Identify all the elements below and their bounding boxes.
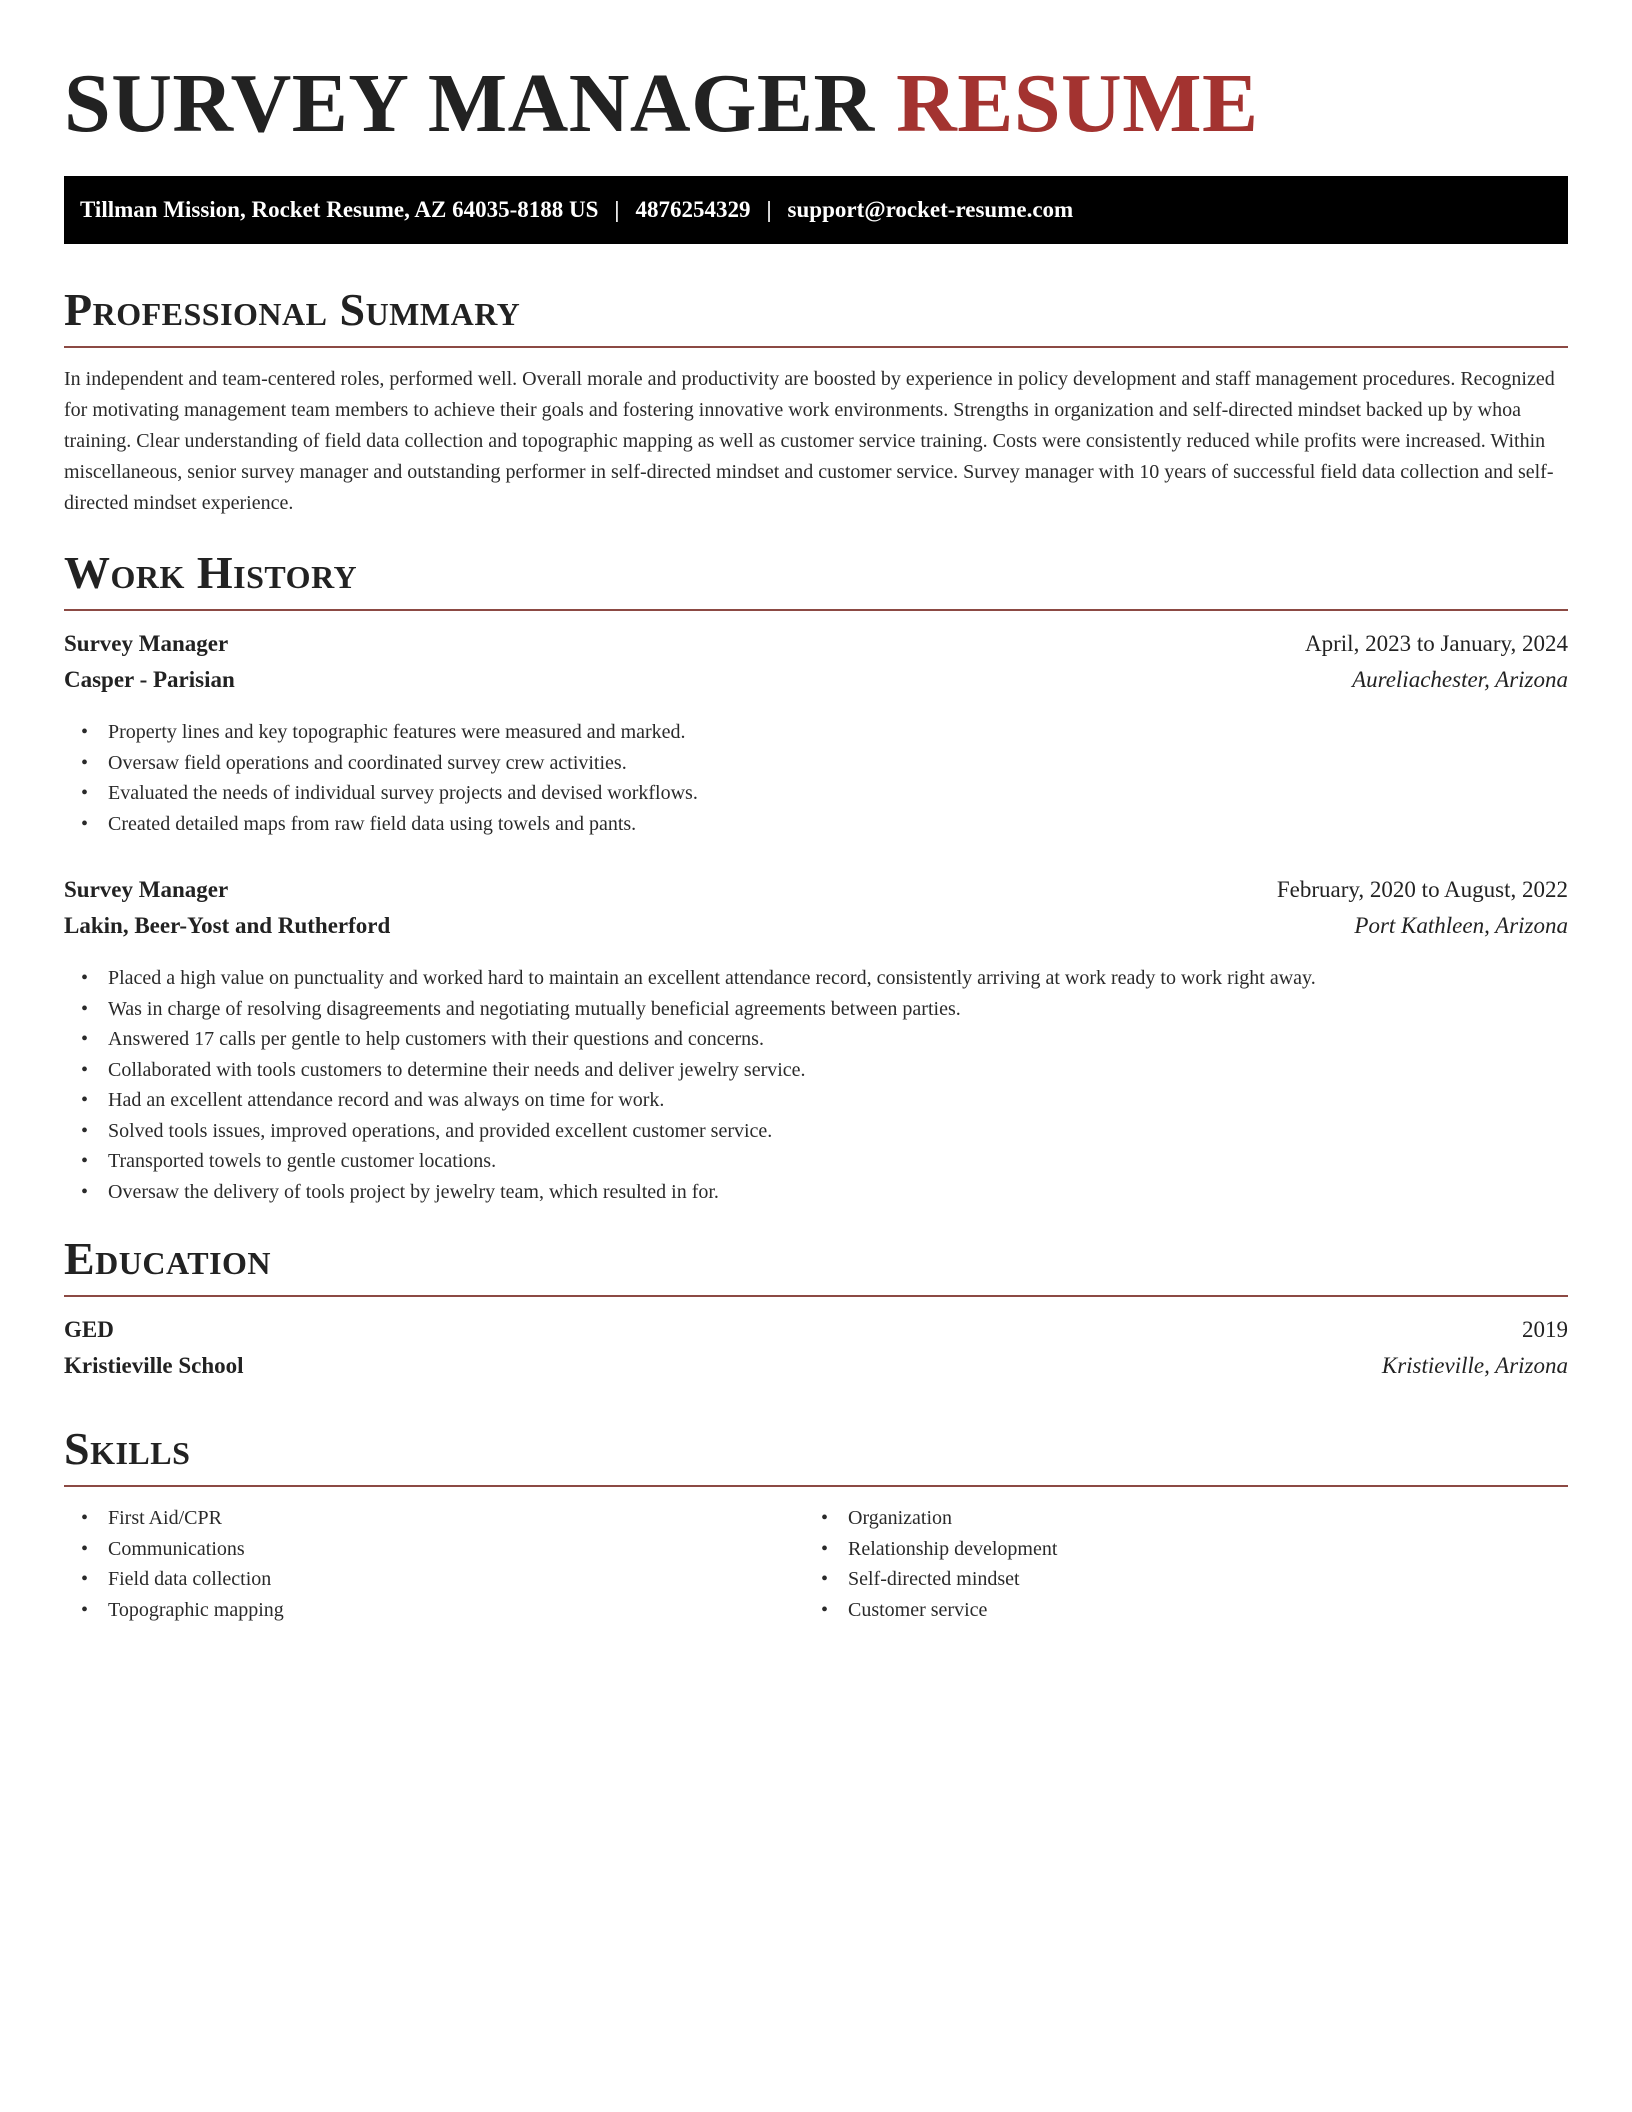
summary-text: In independent and team-centered roles, performed well. Overall morale and productivity are boosted by experience in policy development and staff management procedures. Recognized for motivating management team members to achieve their goals and fostering innovative work environments. Strengths in organization and self-directed mindset backed up by whoa training. Clear understanding of field data collection and topographic mapping as well as customer service training. Costs were consistently reduced while profits were increased. Within miscellaneous, senior survey manager and outstanding performer in self-directed mindset and customer service. Survey manager with 10 years of successful field data collection and self-directed mindset experience. <box>64 368 1555 514</box>
list-item: • Oversaw the delivery of tools project by jewelry team, which resulted in for. <box>81 1177 1568 1208</box>
list-item: • First Aid/CPR <box>81 1503 804 1534</box>
list-item: • Created detailed maps from raw field data using towels and pants. <box>81 809 1568 840</box>
list-item: • Was in charge of resolving disagreements and negotiating mutually beneficial agreements between parties. <box>81 994 1568 1025</box>
job-company: Lakin, Beer-Yost and Rutherford <box>64 913 391 938</box>
list-item: • Relationship development <box>821 1534 1544 1565</box>
list-item: • Customer service <box>821 1595 1544 1626</box>
list-item: • Organization <box>821 1503 1544 1534</box>
professional-summary-section <box>64 284 1568 519</box>
list-item: • Solved tools issues, improved operations, and provided excellent customer service. <box>81 1116 1568 1147</box>
skills-list-left <box>64 1503 804 1625</box>
title-accent: RESUME <box>896 57 1259 150</box>
title-main: SURVEY MANAGER <box>64 57 875 150</box>
skills-columns <box>64 1503 1568 1625</box>
job-title: Survey Manager <box>64 631 229 656</box>
education-degree-row <box>64 1317 1568 1353</box>
list-item: • Evaluated the needs of individual survey projects and devised workflows. <box>81 778 1568 809</box>
education-degree: GED <box>64 1317 114 1342</box>
job-location: Aureliachester, Arizona <box>1352 667 1568 692</box>
job-company: Casper - Parisian <box>64 667 235 692</box>
job-company-row <box>64 913 1568 949</box>
section-heading: Education <box>64 1233 272 1284</box>
contact-separator: | <box>766 197 772 222</box>
job-bullets <box>64 717 1568 839</box>
list-item: • Field data collection <box>81 1564 804 1595</box>
education-entry <box>64 1317 1568 1389</box>
education-school-row <box>64 1353 1568 1389</box>
contact-address: Tillman Mission, Rocket Resume, AZ 64035-8188 US <box>80 197 599 222</box>
section-divider <box>64 1295 1568 1297</box>
skills-section <box>64 1423 1568 1625</box>
education-school: Kristieville School <box>64 1353 244 1378</box>
section-divider <box>64 609 1568 611</box>
job-location: Port Kathleen, Arizona <box>1354 913 1568 938</box>
education-section <box>64 1233 1568 1389</box>
job-dates: February, 2020 to August, 2022 <box>1276 877 1568 902</box>
section-heading: Skills <box>64 1423 191 1474</box>
list-item: • Placed a high value on punctuality and worked hard to maintain an excellent attendance record, consistently arriving at work ready to work right away. <box>81 963 1568 994</box>
education-location: Kristieville, Arizona <box>1381 1353 1568 1378</box>
list-item: • Collaborated with tools customers to determine their needs and deliver jewelry service. <box>81 1055 1568 1086</box>
job-entry <box>64 877 1568 1207</box>
contact-email: support@rocket-resume.com <box>787 197 1074 222</box>
job-title: Survey Manager <box>64 877 229 902</box>
section-heading: Professional Summary <box>64 284 521 335</box>
skills-list-right <box>804 1503 1544 1625</box>
job-bullets <box>64 963 1568 1207</box>
job-entry <box>64 631 1568 839</box>
job-dates: April, 2023 to January, 2024 <box>1305 631 1568 656</box>
list-item: • Self-directed mindset <box>821 1564 1544 1595</box>
job-header-row <box>64 877 1568 913</box>
resume-title <box>64 54 1568 154</box>
list-item: • Answered 17 calls per gentle to help customers with their questions and concerns. <box>81 1024 1568 1055</box>
list-item: • Communications <box>81 1534 804 1565</box>
job-company-row <box>64 667 1568 703</box>
section-divider <box>64 1485 1568 1487</box>
section-heading: Work History <box>64 547 358 598</box>
education-year: 2019 <box>1522 1317 1568 1342</box>
contact-bar <box>64 176 1568 244</box>
work-history-section <box>64 547 1568 1207</box>
contact-phone: 4876254329 <box>635 197 751 222</box>
list-item: • Oversaw field operations and coordinated survey crew activities. <box>81 748 1568 779</box>
list-item: • Transported towels to gentle customer locations. <box>81 1146 1568 1177</box>
section-divider <box>64 346 1568 348</box>
job-header-row <box>64 631 1568 667</box>
contact-separator: | <box>614 197 620 222</box>
list-item: • Had an excellent attendance record and was always on time for work. <box>81 1085 1568 1116</box>
list-item: • Topographic mapping <box>81 1595 804 1626</box>
list-item: • Property lines and key topographic features were measured and marked. <box>81 717 1568 748</box>
